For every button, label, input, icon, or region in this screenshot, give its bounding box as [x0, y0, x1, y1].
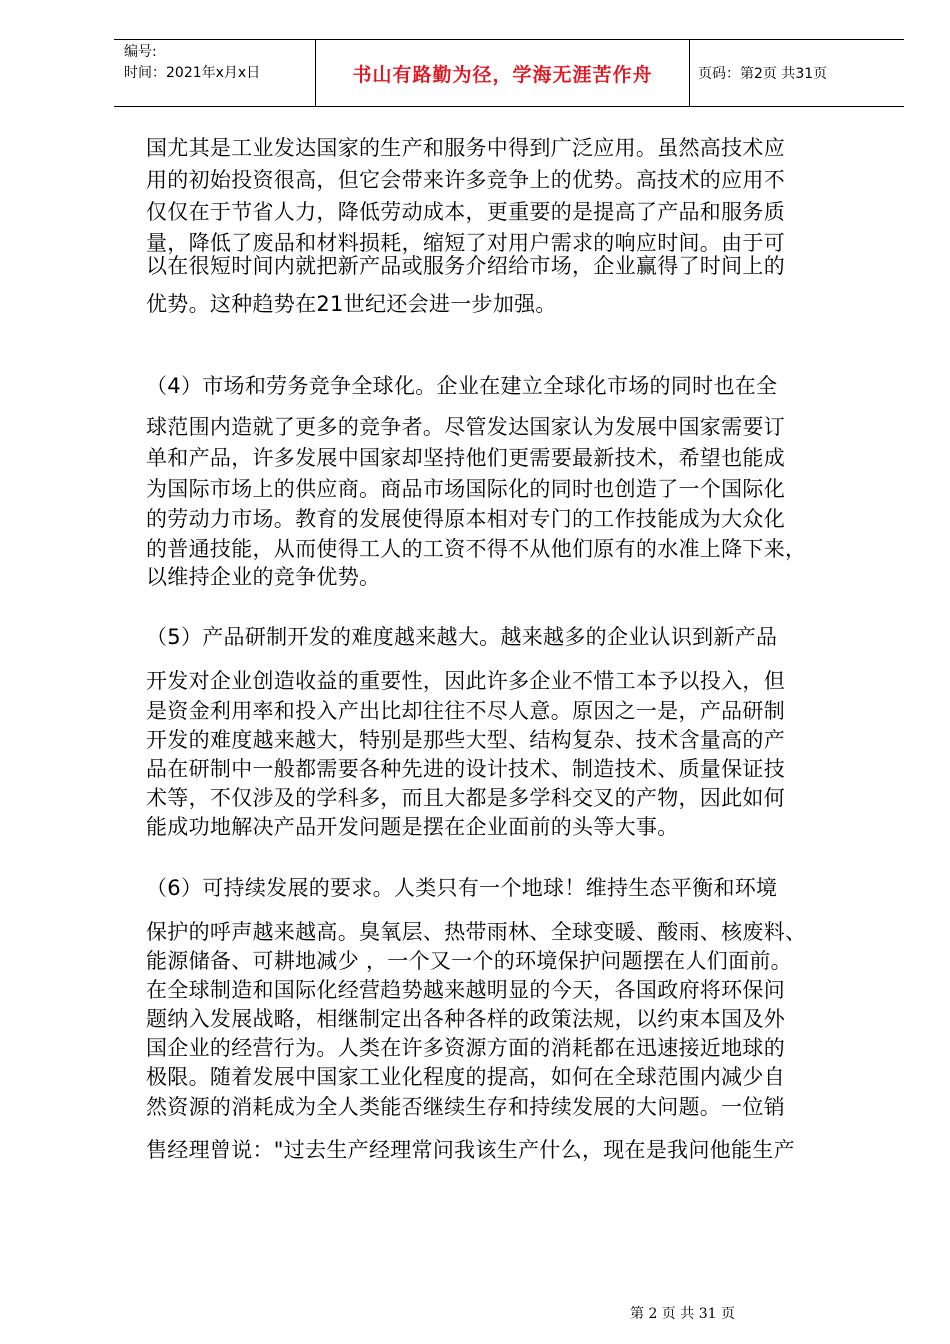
body-line: 以维持企业的竞争优势。 [146, 565, 381, 589]
body-line: 单和产品，许多发展中国家却坚持他们更需要最新技术，希望也能成 [146, 446, 785, 470]
header-page-cell [690, 40, 904, 106]
body-line: 术等，不仅涉及的学科多，而且大都是多学科交叉的产物，因此如何 [146, 786, 785, 810]
body-line: 售经理曾说："过去生产经理常问我该生产什么，现在是我问他能生产 [146, 1138, 795, 1162]
body-line: 极限。随着发展中国家工业化程度的提高，如何在全球范围内减少自 [146, 1065, 785, 1089]
body-line: 用的初始投资很高，但它会带来许多竞争上的优势。高技术的应用不 [146, 168, 785, 192]
page-header [114, 39, 904, 107]
body-line: 为国际市场上的供应商。商品市场国际化的同时也创造了一个国际化 [146, 477, 785, 501]
body-line: 国企业的经营行为。人类在许多资源方面的消耗都在迅速接近地球的 [146, 1036, 785, 1060]
body-line: 优势。这种趋势在21世纪还会进一步加强。 [146, 292, 557, 316]
body-line: （4）市场和劳务竞争全球化。企业在建立全球化市场的同时也在全 [146, 374, 778, 398]
header-meta [114, 40, 315, 106]
body-line: 的劳动力市场。教育的发展使得原本相对专门的工作技能成为大众化 [146, 507, 785, 531]
body-line: 开发对企业创造收益的重要性，因此许多企业不惜工本予以投入，但 [146, 669, 785, 693]
document-number-label: 编号: [124, 44, 157, 60]
body-line: 国尤其是工业发达国家的生产和服务中得到广泛应用。虽然高技术应 [146, 136, 785, 160]
body-line: 能成功地解决产品开发问题是摆在企业面前的头等大事。 [146, 815, 679, 839]
body-line: 仅仅在于节省人力，降低劳动成本，更重要的是提高了产品和服务质 [146, 200, 785, 224]
body-line: 保护的呼声越来越高。臭氧层、热带雨林、全球变暖、酸雨、核废料、 [146, 920, 807, 944]
body-line: 能源储备、可耕地减少 ，一个又一个的环境保护问题摆在人们面前。 [146, 949, 792, 973]
header-motto-cell [315, 40, 690, 106]
body-line: 球范围内造就了更多的竞争者。尽管发达国家认为发展中国家需要订 [146, 415, 785, 439]
body-line: 然资源的消耗成为全人类能否继续生存和持续发展的大问题。一位销 [146, 1095, 785, 1119]
body-line: 题纳入发展战略，相继制定出各种各样的政策法规，以约束本国及外 [146, 1007, 785, 1031]
body-line: （6）可持续发展的要求。人类只有一个地球！维持生态平衡和环境 [146, 876, 778, 900]
header-motto: 书山有路勤为径，学海无涯苦作舟 [352, 63, 653, 86]
body-line: 是资金利用率和投入产出比却往往不尽人意。原因之一是，产品研制 [146, 699, 785, 723]
body-line: 以在很短时间内就把新产品或服务介绍给市场，企业赢得了时间上的 [146, 254, 785, 278]
body-line: 的普通技能，从而使得工人的工资不得不从他们原有的水准上降下来， [146, 537, 807, 561]
body-line: 量，降低了废品和材料损耗，缩短了对用户需求的响应时间。由于可 [146, 231, 785, 255]
document-time-label: 时间：2021年x月x日 [124, 65, 261, 81]
body-line: 在全球制造和国际化经营趋势越来越明显的今天，各国政府将环保问 [146, 978, 785, 1002]
page-footer: 第 2 页 共 31 页 [630, 1306, 735, 1322]
header-page-info: 页码：第2页 共31页 [698, 66, 828, 82]
body-line: （5）产品研制开发的难度越来越大。越来越多的企业认识到新产品 [146, 625, 778, 649]
body-line: 品在研制中一般都需要各种先进的设计技术、制造技术、质量保证技 [146, 757, 785, 781]
body-line: 开发的难度越来越大，特别是那些大型、结构复杂、技术含量高的产 [146, 728, 785, 752]
